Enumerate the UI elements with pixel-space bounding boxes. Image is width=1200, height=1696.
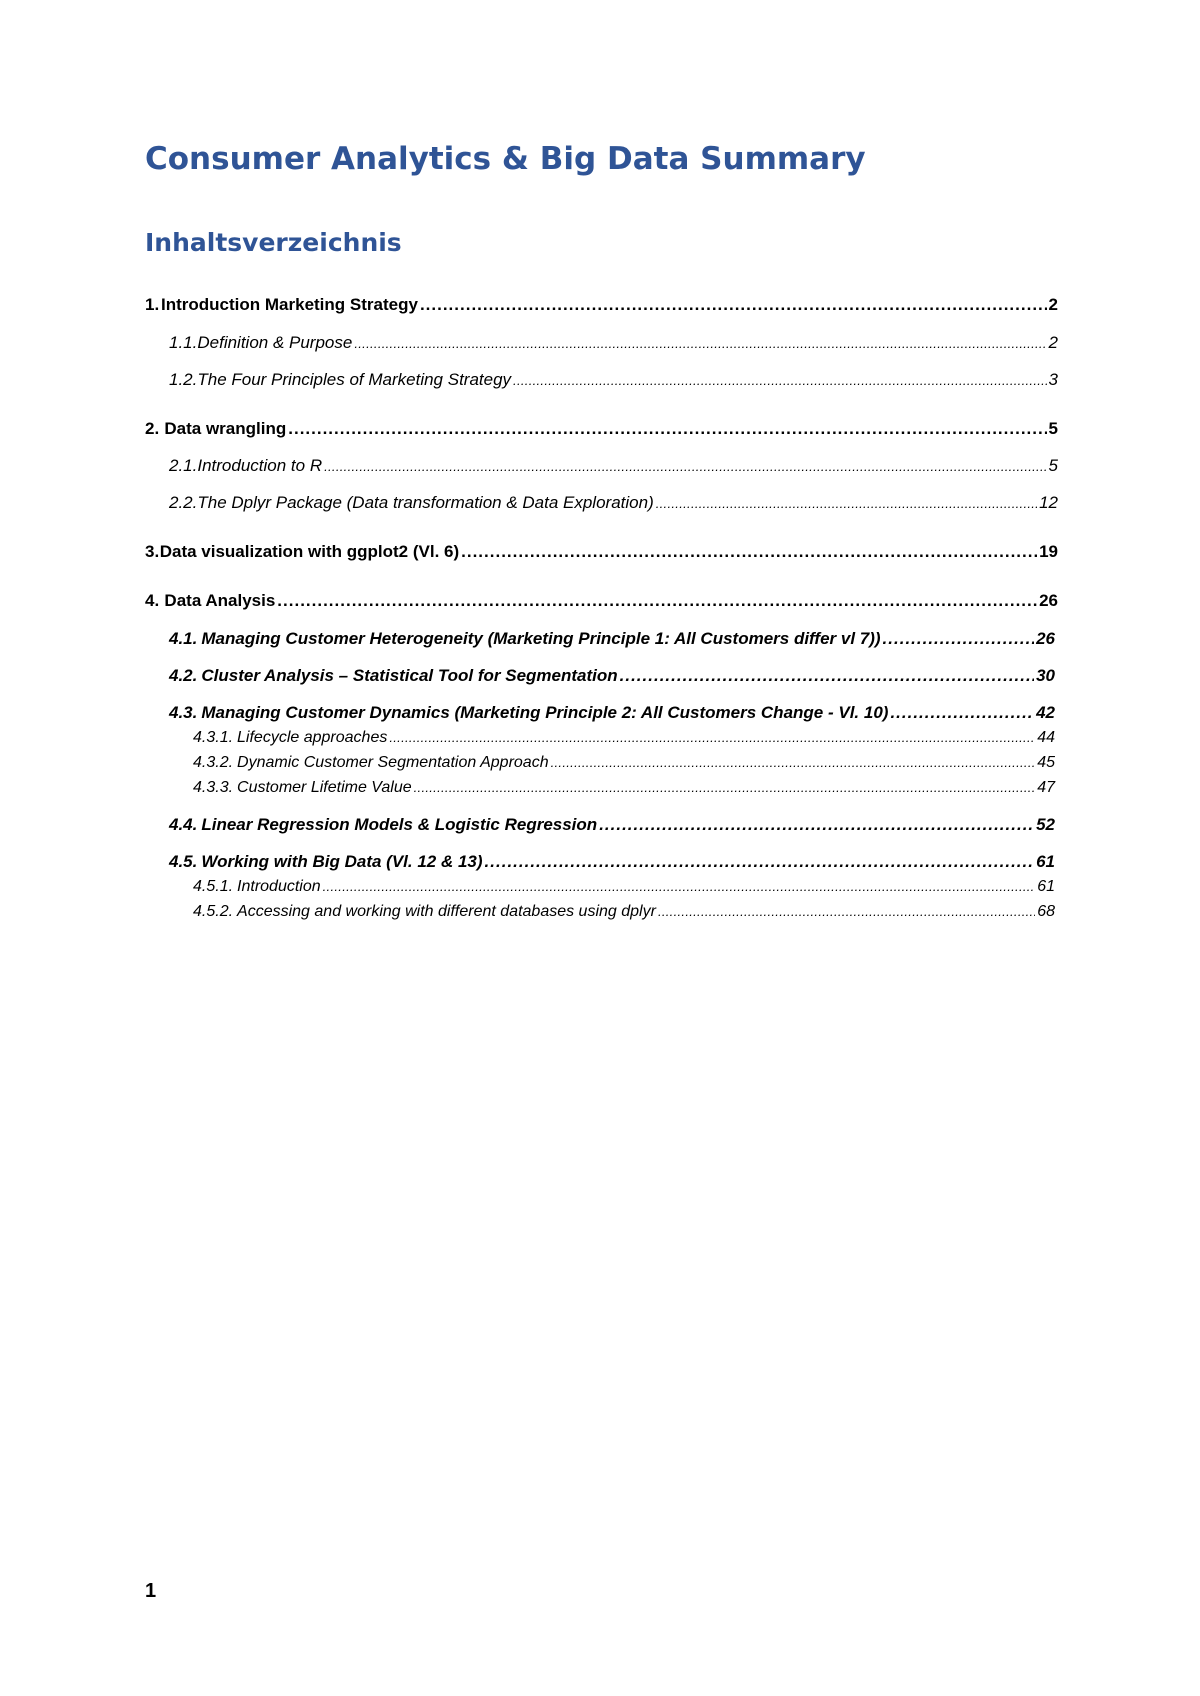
toc-entry-1[interactable] <box>145 295 1058 315</box>
toc-entry-label: Data visualization with ggplot2 (Vl. 6) <box>159 542 460 561</box>
toc-leader <box>890 703 1034 723</box>
toc-entry-4-2[interactable] <box>169 666 1055 686</box>
toc-leader <box>599 815 1034 835</box>
page-number: 1 <box>145 1580 157 1602</box>
toc-entry-4-3-2[interactable] <box>193 754 1055 772</box>
toc-entry-1-2[interactable] <box>169 370 1058 390</box>
toc-entry-label: Data wrangling <box>164 419 287 438</box>
toc-entry-2[interactable] <box>145 419 1058 439</box>
toc-leader <box>324 459 1046 474</box>
toc-entry-number: 4.5.1. <box>193 878 234 895</box>
toc-entry-number: 3. <box>145 542 160 561</box>
toc-leader <box>420 295 1047 315</box>
toc-entry-number: 2.2. <box>169 493 198 512</box>
toc-entry-4[interactable] <box>145 591 1058 611</box>
toc-leader <box>461 542 1037 562</box>
toc-entry-number: 4.2. <box>169 666 198 685</box>
toc-entry-page: 5 <box>1048 456 1058 475</box>
toc-entry-number: 4.5.2. <box>193 903 234 920</box>
toc-entry-2-2[interactable] <box>169 493 1058 513</box>
toc-entry-1-1[interactable] <box>169 333 1058 353</box>
toc-leader <box>389 730 1035 745</box>
toc-entry-page: 26 <box>1039 591 1058 610</box>
toc-entry-label: Lifecycle approaches <box>237 729 388 746</box>
toc-entry-3[interactable] <box>145 542 1058 562</box>
toc-entry-page: 26 <box>1036 629 1055 648</box>
toc-entry-4-3-3[interactable] <box>193 779 1055 797</box>
toc-entry-page: 42 <box>1036 703 1055 722</box>
toc-entry-number: 4.3. <box>169 703 198 722</box>
toc-entry-label: Introduction to R <box>197 456 323 475</box>
toc-entry-number: 1.1. <box>169 333 198 352</box>
toc-entry-label: Customer Lifetime Value <box>237 779 412 796</box>
toc-leader <box>883 629 1035 649</box>
toc-entry-page: 2 <box>1048 333 1058 352</box>
toc-entry-label: Managing Customer Heterogeneity (Marketing Principle 1: All Customers differ vl 7)) <box>201 629 881 648</box>
toc-entry-number: 4.3.1. <box>193 729 234 746</box>
toc-leader <box>656 496 1037 511</box>
toc-leader <box>513 373 1046 388</box>
toc-entry-page: 52 <box>1036 815 1055 834</box>
toc-entry-label: Managing Customer Dynamics (Marketing Principle 2: All Customers Change - Vl. 10) <box>201 703 889 722</box>
toc-leader <box>551 755 1036 770</box>
toc-entry-label: Introduction <box>237 878 321 895</box>
toc-entry-4-5-2[interactable] <box>193 903 1055 921</box>
toc-leader <box>323 879 1036 894</box>
toc-entry-page: 61 <box>1037 878 1055 895</box>
toc-leader <box>658 904 1035 919</box>
toc-entry-label: The Dplyr Package (Data transformation & Data Exploration) <box>197 493 654 512</box>
toc-entry-page: 44 <box>1037 729 1055 746</box>
toc-entry-2-1[interactable] <box>169 456 1058 476</box>
toc-entry-page: 45 <box>1037 754 1055 771</box>
toc-entry-page: 5 <box>1048 419 1058 438</box>
toc-entry-page: 30 <box>1036 666 1055 685</box>
toc-leader <box>485 852 1035 872</box>
toc-entry-page: 61 <box>1036 852 1055 871</box>
toc-entry-number: 4.1. <box>169 629 198 648</box>
toc-entry-label: Dynamic Customer Segmentation Approach <box>237 754 549 771</box>
toc-entry-number: 1.2. <box>169 370 198 389</box>
toc-heading: Inhaltsverzeichnis <box>145 228 402 257</box>
toc-entry-number: 4.3.2. <box>193 754 234 771</box>
toc-leader <box>620 666 1034 686</box>
toc-entry-number: 4. <box>145 591 160 610</box>
toc-leader <box>354 336 1046 351</box>
toc-entry-number: 4.3.3. <box>193 779 234 796</box>
toc-entry-4-4[interactable] <box>169 815 1055 835</box>
toc-entry-label: Cluster Analysis – Statistical Tool for Segmentation <box>201 666 618 685</box>
toc-entry-number: 2. <box>145 419 160 438</box>
toc-entry-page: 47 <box>1037 779 1055 796</box>
toc-entry-number: 4.4. <box>169 815 198 834</box>
toc-entry-page: 12 <box>1039 493 1058 512</box>
toc-entry-4-1[interactable] <box>169 629 1055 649</box>
toc-entry-number: 1. <box>145 295 160 314</box>
toc-entry-page: 3 <box>1048 370 1058 389</box>
toc-entry-label: Data Analysis <box>164 591 276 610</box>
toc-entry-4-5[interactable] <box>169 852 1055 872</box>
toc-entry-number: 2.1. <box>169 456 198 475</box>
toc-entry-label: Working with Big Data (Vl. 12 & 13) <box>201 852 483 871</box>
toc-entry-page: 2 <box>1048 295 1058 314</box>
toc-entry-number: 4.5. <box>169 852 198 871</box>
toc-entry-label: Definition & Purpose <box>197 333 353 352</box>
toc-entry-4-5-1[interactable] <box>193 878 1055 896</box>
toc-entry-label: Linear Regression Models & Logistic Regression <box>201 815 598 834</box>
toc-leader <box>277 591 1037 611</box>
toc-entry-page: 19 <box>1039 542 1058 561</box>
toc-entry-label: The Four Principles of Marketing Strategy <box>197 370 512 389</box>
toc-entry-label: Introduction Marketing Strategy <box>161 295 418 314</box>
document-title: Consumer Analytics & Big Data Summary <box>145 141 866 177</box>
toc-entry-label: Accessing and working with different databases using dplyr <box>237 903 656 920</box>
toc-leader <box>414 780 1036 795</box>
toc-entry-4-3-1[interactable] <box>193 729 1055 747</box>
toc-entry-page: 68 <box>1037 903 1055 920</box>
toc-leader <box>288 419 1046 439</box>
toc-entry-4-3[interactable] <box>169 703 1055 723</box>
